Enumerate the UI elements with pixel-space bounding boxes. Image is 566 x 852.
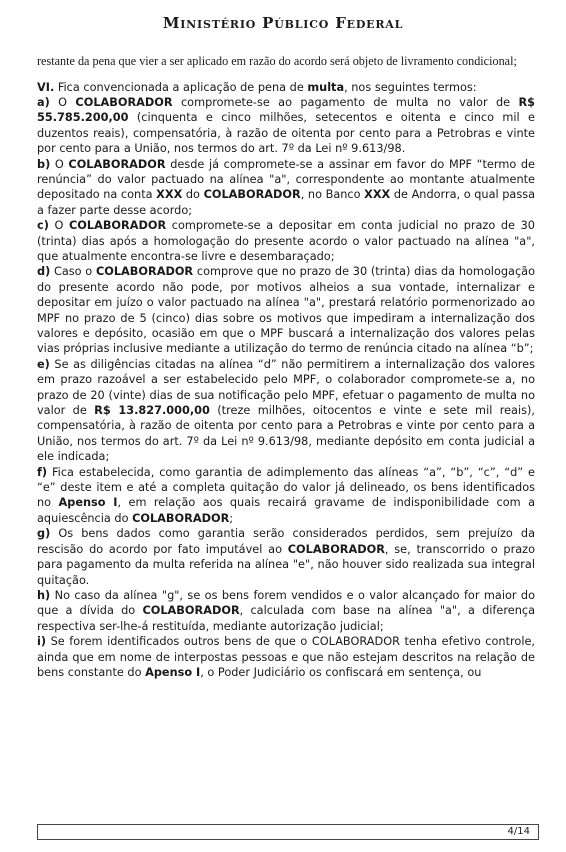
item-text: , se, transcorrido o prazo para pagamento da multa referida na alínea "e", não houver sido realizada sua integral quitação.: [37, 542, 535, 587]
item-text: , em relação aos quais recairá gravame de indisponibilidade com a aquiescência do: [37, 496, 535, 525]
intro-paragraph: restante da pena que vier a ser aplicado em razão do acordo será objeto de livramento condicional;: [37, 54, 517, 68]
clause-bold: multa: [307, 80, 345, 94]
item-bold: COLABORADOR: [132, 511, 230, 525]
item-bold: COLABORADOR: [287, 542, 385, 556]
item-bold: R$ 55.785.200,00: [37, 95, 536, 125]
item-bold: Apenso I: [58, 496, 118, 510]
item-bold: XXX: [364, 188, 391, 202]
document-body: [37, 54, 535, 680]
item-text: de Andorra, o qual passa a fazer parte desse acordo;: [37, 188, 536, 217]
item-label: f): [37, 465, 48, 479]
item-label: a): [37, 95, 50, 109]
item-c: [37, 218, 535, 264]
item-label: c): [37, 219, 49, 233]
item-bold: XXX: [156, 188, 183, 202]
page-footer: [37, 824, 539, 840]
item-bold: R$ 13.827.000,00: [94, 404, 210, 418]
item-label: i): [37, 635, 47, 649]
item-d: [37, 264, 535, 356]
item-text: O: [50, 157, 69, 171]
item-text: compromete-se a depositar em conta judicial no prazo de 30 (trinta) dias após a homologação do presente acordo o valor pactuado na alínea "a", que atualmente encontra-se livre e desembaraçado;: [37, 219, 535, 263]
item-label: h): [37, 588, 51, 602]
item-text: O: [49, 95, 76, 109]
item-label: b): [37, 157, 51, 171]
item-label: d): [37, 265, 51, 279]
item-h: [37, 588, 535, 634]
item-i: [37, 634, 535, 680]
item-g: [37, 526, 535, 588]
clause-text: Fica convencionada a aplicação de pena de: [54, 80, 308, 94]
item-bold: COLABORADOR: [95, 265, 194, 279]
item-text: compromete-se ao pagamento de multa no valor de: [172, 95, 519, 109]
item-bold: COLABORADOR: [203, 188, 301, 202]
item-f: [37, 465, 535, 527]
item-text: Se as diligências citadas na alínea “d” não permitirem a internalização dos valores em prazo razoável a ser estabelecido pelo MPF, o colaborador compromete-se a, no prazo de 20 (vinte) dias de sua notificação pelo MPF, efetuar o pagamento de multa no valor de: [37, 357, 535, 418]
page-number: 4/14: [507, 826, 530, 837]
item-text: , o Poder Judiciário os confiscará em sentença, ou: [200, 665, 482, 679]
item-text: Se forem identificados outros bens de que o COLABORADOR tenha efetivo controle, ainda que em nome de interpostas pessoas e que não estejam descritos na relação de bens constante do: [37, 635, 535, 679]
item-bold: COLABORADOR: [68, 219, 167, 233]
page-header-title: Ministério Público Federal: [162, 14, 404, 32]
item-text: O: [48, 219, 69, 233]
item-e: [37, 357, 535, 465]
item-b: [37, 157, 535, 219]
item-text: Os bens dados como garantia serão considerados perdidos, sem prejuízo da rescisão do acordo por fato imputável ao: [37, 527, 535, 556]
item-text: comprove que no prazo de 30 (trinta) dias da homologação do presente acordo não pode, por motivos alheios a sua vontade, internalizar e depositar em juízo o valor pactuado na alínea "a", prestará relatório pormenorizado ao MPF no prazo de 5 (cinco) dias sobre os motivos que impediram a internalização dos valores e depósito, ocasião em que o MPF buscará a internalização dos valores pelas vias próprias inclusive mediante a utilização do termo de renúncia citado na alínea “b”;: [37, 265, 535, 356]
item-text: do: [182, 188, 204, 202]
item-text: desde já compromete-se a assinar em favor do MPF “termo de renúncia” do valor pactuado na alínea "a", correspondente ao montante atualmente depositado na conta: [37, 157, 535, 202]
item-text: (treze milhões, oitocentos e vinte e sete mil reais), compensatória, à razão de oitenta por cento para a Petrobras e vinte por cento para a União, nos termos do art. 7º da Lei nº 9.613/98, mediante depósito em conta judicial a ele indicada;: [37, 404, 535, 464]
item-label: g): [37, 527, 51, 541]
item-bold: Apenso I: [145, 665, 201, 679]
item-text: ;: [229, 511, 234, 525]
clause-vi: [37, 80, 535, 95]
item-bold: COLABORADOR: [75, 95, 173, 109]
item-text: Fica estabelecida, como garantia de adimplemento das alíneas “a”, “b”, “c”, “d” e “e” deste item e até a completa quitação do valor já delineado, os bens identificados no: [37, 465, 535, 510]
item-bold: COLABORADOR: [68, 157, 166, 171]
item-text: (cinquenta e cinco milhões, setecentos e oitenta e cinco mil e duzentos reais), compensatória, à razão de oitenta por cento para a Petrobras e vinte por cento para a União, nos termos do art. 7º da Lei nº 9.613/98.: [37, 111, 535, 156]
item-text: , calculada com base na alínea "a", a diferença respectiva ser-lhe-á restituída, mediante autorização judicial;: [37, 604, 535, 633]
item-text: Caso o: [50, 265, 96, 279]
item-text: No caso da alínea "g", se os bens forem vendidos e o valor alcançado for maior do que a dívida do: [37, 588, 535, 618]
clause-number: VI.: [37, 80, 55, 94]
item-bold: COLABORADOR: [142, 604, 240, 618]
item-label: e): [37, 357, 50, 371]
item-text: , no Banco: [300, 188, 365, 202]
clause-text: , nos seguintes termos:: [344, 80, 477, 94]
item-a: [37, 95, 535, 157]
